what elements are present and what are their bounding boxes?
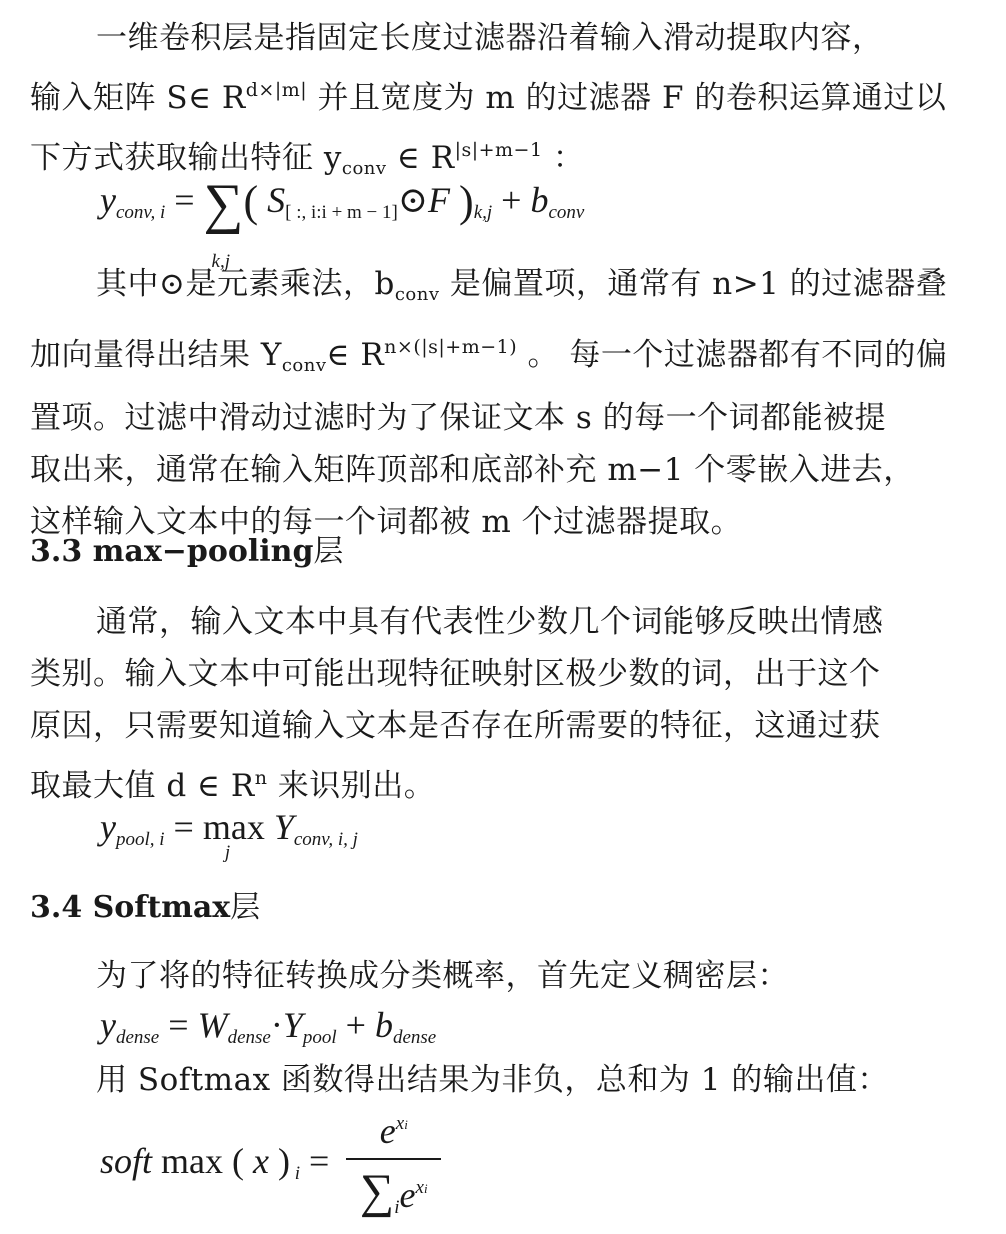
equation-dense bbox=[100, 1004, 436, 1049]
conv-explain-text: 其中⊙是元素乘法，b bbox=[96, 266, 395, 302]
eq-symbol: Y bbox=[273, 807, 294, 847]
eq-subscript: i bbox=[289, 1162, 301, 1184]
pool-dim-sup: n bbox=[254, 767, 268, 789]
section-heading-softmax bbox=[30, 888, 260, 928]
equation-pooling bbox=[100, 806, 358, 863]
eq-operator: = bbox=[300, 1140, 339, 1181]
conv-intro-text: 输入矩阵 S∈ R bbox=[30, 80, 246, 116]
pool-explain-text: 类别。输入文本中可能出现特征映射区极少数的词，出于这个 bbox=[30, 656, 881, 692]
conv-explain-text: 加向量得出结果 Y bbox=[30, 337, 282, 373]
max-operator bbox=[202, 806, 265, 863]
eq-operator: = bbox=[164, 807, 203, 847]
eq-symbol: W bbox=[197, 1005, 228, 1045]
eq-paren: ) bbox=[277, 1140, 290, 1181]
eq-subscript: conv, i bbox=[115, 202, 166, 223]
conv-sub: conv bbox=[341, 158, 387, 179]
eq-symbol: b bbox=[374, 1005, 393, 1045]
eq-subscript: conv, i, j bbox=[293, 829, 358, 850]
eq-subscript: conv bbox=[548, 202, 585, 223]
fraction-denominator bbox=[346, 1160, 441, 1219]
eq-symbol: x bbox=[244, 1140, 278, 1181]
conv-intro-line1: 一维卷积层是指固定长度过滤器沿着输入滑动提取内容， bbox=[96, 20, 884, 56]
pool-explain-text: 来识别出。 bbox=[267, 768, 436, 804]
eq-symbol: F bbox=[428, 180, 451, 220]
conv-explain-paragraph bbox=[30, 258, 975, 548]
eq-symbol: y bbox=[100, 807, 116, 847]
sum-glyph: ∑ bbox=[203, 173, 244, 235]
exp-superscript bbox=[416, 1177, 428, 1198]
heading-number: 3.4 Softmax bbox=[30, 890, 231, 925]
result-dim-sup: n×(|s|+m−1) bbox=[384, 336, 518, 358]
pool-explain-text: 取最大值 d ∈ R bbox=[30, 768, 255, 804]
eq-paren: ( bbox=[232, 1140, 244, 1181]
conv-explain-text: 是偏置项，通常有 n>1 的过滤器叠 bbox=[439, 266, 948, 302]
eq-operator: = bbox=[159, 1005, 198, 1045]
eq-subscript: i bbox=[394, 1197, 400, 1218]
eq-operator: · bbox=[270, 1005, 283, 1045]
heading-number: 3.3 max−pooling bbox=[30, 534, 314, 569]
heading-suffix: 层 bbox=[313, 534, 344, 569]
eq-symbol: S bbox=[267, 180, 286, 220]
softmax-explain-text: 为了将的特征转换成分类概率，首先定义稠密层： bbox=[96, 958, 789, 994]
max-text: max bbox=[202, 807, 265, 847]
exp-var: x bbox=[395, 1113, 405, 1134]
conv-sub: conv bbox=[281, 355, 327, 376]
sum-glyph: ∑ bbox=[360, 1165, 395, 1218]
eq-subscript: [ :, i:i + m − 1] bbox=[285, 202, 398, 223]
odot-operator: ⊙ bbox=[397, 180, 429, 220]
softmax-explain-line2 bbox=[30, 1054, 975, 1106]
exp-superscript bbox=[396, 1113, 408, 1134]
max-index: j bbox=[224, 842, 231, 863]
eq-subscript: dense bbox=[115, 1027, 160, 1048]
eq-symbol: y bbox=[100, 1005, 116, 1045]
softmax-explain-line1 bbox=[30, 950, 975, 1002]
output-dim-sup: |s|+m−1 bbox=[454, 139, 543, 161]
summation-symbol bbox=[203, 173, 244, 272]
eq-subscript: dense bbox=[227, 1027, 271, 1048]
eq-symbol: Y bbox=[282, 1005, 303, 1045]
conv-intro-text: 并且宽度为 m 的过滤器 F 的卷积运算通过以 bbox=[307, 80, 947, 116]
eq-operator: + bbox=[336, 1005, 375, 1045]
eq-paren: ( bbox=[243, 177, 259, 226]
conv-explain-text: 置项。过滤中滑动过滤时为了保证文本 s 的每一个词都能被提 bbox=[30, 400, 887, 436]
matrix-dim-sup: d×|m| bbox=[245, 79, 308, 101]
conv-explain-text: 。 每一个过滤器都有不同的偏 bbox=[517, 337, 948, 373]
eq-symbol: y bbox=[100, 180, 116, 220]
conv-explain-text: 取出来，通常在输入矩阵顶部和底部补充 m−1 个零嵌入进去， bbox=[30, 452, 915, 488]
eq-paren: ) bbox=[459, 177, 474, 226]
softmax-explain-text: 用 Softmax 函数得出结果为非负，总和为 1 的输出值： bbox=[96, 1062, 889, 1098]
eq-subscript: dense bbox=[392, 1027, 437, 1048]
exp-index: i bbox=[423, 1181, 428, 1196]
conv-intro-text: ∈ R bbox=[386, 140, 455, 176]
softmax-fraction bbox=[346, 1110, 441, 1219]
conv-explain-text: ∈ R bbox=[326, 337, 385, 373]
pool-explain-text: 原因，只需要知道输入文本是否存在所需要的特征，这通过获 bbox=[30, 708, 881, 744]
pool-explain-text: 通常，输入文本中具有代表性少数几个词能够反映出情感 bbox=[96, 604, 884, 640]
conv-intro-paragraph bbox=[30, 12, 975, 195]
conv-intro-text: 下方式获取输出特征 y bbox=[30, 140, 342, 176]
eq-subscript: k,j bbox=[473, 202, 493, 223]
eq-symbol: e bbox=[399, 1175, 416, 1215]
fraction-numerator bbox=[346, 1110, 441, 1160]
sum-index: k,j bbox=[211, 251, 231, 272]
conv-sub: conv bbox=[394, 284, 440, 305]
exp-index: i bbox=[404, 1117, 408, 1132]
eq-subscript: pool bbox=[302, 1027, 337, 1048]
equation-convolution bbox=[100, 173, 585, 272]
section-heading-max-pooling bbox=[30, 532, 343, 572]
eq-symbol: max bbox=[152, 1140, 232, 1181]
pool-explain-paragraph bbox=[30, 596, 975, 812]
eq-operator: = bbox=[165, 180, 204, 220]
eq-symbol: e bbox=[379, 1111, 396, 1151]
exp-var: x bbox=[415, 1177, 424, 1198]
eq-subscript: pool, i bbox=[115, 829, 165, 850]
eq-operator: + bbox=[492, 180, 531, 220]
conv-intro-text: ： bbox=[542, 140, 585, 176]
eq-symbol: soft bbox=[100, 1140, 153, 1181]
heading-suffix: 层 bbox=[230, 890, 261, 925]
conv-explain-text: 这样输入文本中的每一个词都被 m 个过滤器提取。 bbox=[30, 504, 743, 540]
eq-symbol: b bbox=[530, 180, 549, 220]
equation-softmax bbox=[100, 1110, 441, 1219]
